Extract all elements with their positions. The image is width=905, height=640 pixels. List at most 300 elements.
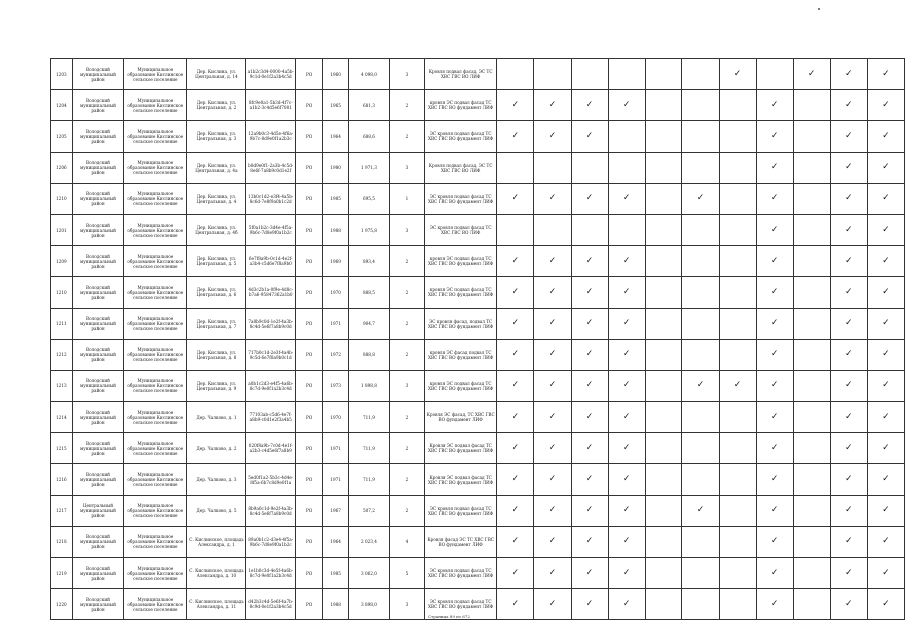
check-mark-icon: ✓: [622, 286, 631, 297]
work-check-cell: [756, 339, 793, 370]
check-mark-icon: ✓: [770, 130, 779, 141]
work-check-cell: [719, 370, 756, 401]
check-mark-icon: ✓: [844, 130, 853, 141]
work-check-cell: [497, 59, 534, 90]
row-number: 1206: [51, 152, 73, 183]
check-mark-icon: ✓: [882, 349, 890, 360]
work-types-cell: Кровля ЭС подвал фасад ТС ХВС ГВС ВО фундамент ЛИФ: [424, 464, 496, 495]
table-row: [51, 152, 905, 183]
check-mark-icon: ✓: [882, 68, 890, 79]
work-check-cell: [497, 121, 534, 152]
work-check-cell: [608, 90, 645, 121]
entrances-cell: 2: [389, 90, 424, 121]
work-check-cell: [534, 277, 571, 308]
work-check-cell: [867, 183, 904, 214]
check-mark-icon: ✓: [511, 349, 520, 360]
address-cell: Дер. Кислина, ул. Центральная, д. 4: [187, 183, 246, 214]
work-check-cell: [756, 121, 793, 152]
address-cell: Дер. Кислина, ул. Центральная, д. 5: [187, 246, 246, 277]
work-check-cell: [645, 495, 682, 526]
district-cell: Володский муниципальный район: [72, 402, 124, 433]
work-check-cell: [608, 246, 645, 277]
work-check-cell: [830, 90, 867, 121]
work-check-cell: [534, 370, 571, 401]
check-mark-icon: ✓: [585, 474, 594, 485]
check-mark-icon: ✓: [770, 162, 779, 173]
table-row: [51, 121, 905, 152]
work-check-cell: [608, 558, 645, 589]
work-check-cell: [830, 183, 867, 214]
district-cell: Володский муниципальный район: [72, 246, 124, 277]
work-check-cell: [497, 589, 534, 620]
municipality-cell: Муниципальное образование Кислинское сельское поселение: [124, 246, 187, 277]
work-check-cell: [719, 277, 756, 308]
area-cell: 4 098,0: [348, 59, 389, 90]
entrances-cell: 2: [389, 433, 424, 464]
work-check-cell: [645, 90, 682, 121]
municipality-cell: Муниципальное образование Кислинское сельское поселение: [124, 339, 187, 370]
check-mark-icon: ✓: [548, 130, 557, 141]
work-check-cell: [867, 433, 904, 464]
work-check-cell: [571, 308, 608, 339]
work-check-cell: [571, 246, 608, 277]
work-check-cell: [497, 370, 534, 401]
work-check-cell: [756, 433, 793, 464]
check-mark-icon: ✓: [585, 380, 594, 391]
check-mark-icon: ✓: [733, 68, 742, 79]
address-cell: Дер. Чалково, д. 1: [187, 402, 246, 433]
work-check-cell: [719, 464, 756, 495]
check-mark-icon: ✓: [511, 255, 520, 266]
district-cell: Володский муниципальный район: [72, 370, 124, 401]
work-check-cell: [793, 308, 830, 339]
construction-year-cell: 1985: [323, 558, 349, 589]
row-number: 1204: [51, 90, 73, 121]
work-check-cell: [534, 246, 571, 277]
area-cell: 711,9: [348, 433, 389, 464]
area-cell: 3 898,0: [348, 589, 389, 620]
check-mark-icon: ✓: [585, 411, 594, 422]
work-check-cell: [793, 526, 830, 557]
check-mark-icon: ✓: [844, 255, 853, 266]
work-check-cell: [756, 183, 793, 214]
work-types-cell: Кровля подвал фасад, ЭС ТС ХВС ГВС ВО ЛИФ: [424, 152, 496, 183]
management-type-cell: РО: [295, 433, 322, 464]
work-check-cell: [608, 526, 645, 557]
work-check-cell: [793, 589, 830, 620]
check-mark-icon: ✓: [882, 567, 890, 578]
check-mark-icon: ✓: [844, 68, 853, 79]
building-guid-cell: 717b0c1d-2e3f-4a4b-9c5d-6e7f8a9b0c1d: [246, 339, 295, 370]
municipality-cell: Муниципальное образование Кислинское сельское поселение: [124, 433, 187, 464]
work-check-cell: [645, 121, 682, 152]
work-check-cell: [830, 433, 867, 464]
work-check-cell: [867, 214, 904, 245]
work-check-cell: [830, 402, 867, 433]
work-check-cell: [830, 59, 867, 90]
management-type-cell: РО: [295, 90, 322, 121]
work-types-cell: ЭС кровля подвал фасад ТС ХВС ГВС ВО фундамент ЛИФ: [424, 558, 496, 589]
row-number: 1220: [51, 589, 73, 620]
work-check-cell: [830, 558, 867, 589]
work-check-cell: [608, 59, 645, 90]
management-type-cell: РО: [295, 246, 322, 277]
district-cell: Володский муниципальный район: [72, 152, 124, 183]
table-row: [51, 214, 905, 245]
work-check-cell: [756, 308, 793, 339]
work-check-cell: [793, 183, 830, 214]
work-check-cell: [719, 214, 756, 245]
check-mark-icon: ✓: [622, 411, 631, 422]
check-mark-icon: ✓: [622, 349, 631, 360]
management-type-cell: РО: [295, 495, 322, 526]
work-check-cell: [497, 90, 534, 121]
district-cell: Володский муниципальный район: [72, 339, 124, 370]
check-mark-icon: ✓: [548, 442, 557, 453]
work-types-cell: кровля ЭС фасад подвал ТС ХВС ГВС ВО фундамент ЛИФ: [424, 339, 496, 370]
table-row: [51, 90, 905, 121]
work-check-cell: [534, 495, 571, 526]
address-cell: Дер. Кислина, ул. Центральная, д. 7: [187, 308, 246, 339]
municipality-cell: Муниципальное образование Кислинское сельское поселение: [124, 214, 187, 245]
district-cell: Володский муниципальный район: [72, 589, 124, 620]
check-mark-icon: ✓: [511, 598, 520, 609]
work-check-cell: [793, 558, 830, 589]
area-cell: 688,6: [348, 121, 389, 152]
check-mark-icon: ✓: [548, 286, 557, 297]
work-check-cell: [571, 121, 608, 152]
check-mark-icon: ✓: [548, 349, 557, 360]
entrances-cell: 2: [389, 339, 424, 370]
check-mark-icon: ✓: [622, 380, 631, 391]
work-check-cell: [571, 558, 608, 589]
management-type-cell: РО: [295, 339, 322, 370]
work-check-cell: [793, 59, 830, 90]
table-row: [51, 370, 905, 401]
building-guid-cell: 1e1b0c3d-4e5f-4a6b-8c7d-9e0f1a2b3c4d: [246, 558, 295, 589]
work-check-cell: [867, 589, 904, 620]
work-check-cell: [571, 464, 608, 495]
check-mark-icon: ✓: [770, 99, 779, 110]
check-mark-icon: ✓: [622, 255, 631, 266]
work-check-cell: [830, 246, 867, 277]
work-check-cell: [534, 183, 571, 214]
check-mark-icon: ✓: [585, 567, 594, 578]
work-check-cell: [682, 558, 719, 589]
management-type-cell: РО: [295, 183, 322, 214]
check-mark-icon: ✓: [622, 442, 631, 453]
work-check-cell: [830, 214, 867, 245]
area-cell: 711,9: [348, 464, 389, 495]
work-check-cell: [867, 90, 904, 121]
work-check-cell: [793, 152, 830, 183]
work-types-cell: Кровля подвал фасад, ЭС ТС ХВС ГВС ВО ЛИФ: [424, 59, 496, 90]
check-mark-icon: ✓: [548, 536, 557, 547]
row-number: 1219: [51, 558, 73, 589]
check-mark-icon: ✓: [585, 318, 594, 329]
construction-year-cell: 1970: [323, 277, 349, 308]
work-check-cell: [682, 59, 719, 90]
check-mark-icon: ✓: [844, 536, 853, 547]
check-mark-icon: ✓: [844, 99, 853, 110]
building-guid-cell: 5f0a1b2c-3d4e-4f5a-9b6c-7d8e9f0a1b2c: [246, 214, 295, 245]
building-guid-cell: a0b1c2d3-e4f5-4a6b-8c7d-9e0f1a2b3c4d: [246, 370, 295, 401]
construction-year-cell: 1967: [323, 495, 349, 526]
building-guid-cell: 5ed0f1a2-5b3c-4d4e-8f5a-6b7c8d9e0f1a: [246, 464, 295, 495]
work-check-cell: [645, 214, 682, 245]
row-number: 1203: [51, 59, 73, 90]
check-mark-icon: ✓: [548, 474, 557, 485]
entrances-cell: 2: [389, 121, 424, 152]
address-cell: Дер. Чалково, д. 2: [187, 433, 246, 464]
check-mark-icon: ✓: [548, 598, 557, 609]
address-cell: Дер. Чалково, д. 3: [187, 464, 246, 495]
municipality-cell: Муниципальное образование Кислинское сельское поселение: [124, 558, 187, 589]
work-check-cell: [608, 433, 645, 464]
work-check-cell: [830, 589, 867, 620]
work-check-cell: [756, 152, 793, 183]
check-mark-icon: ✓: [622, 474, 631, 485]
work-check-cell: [719, 495, 756, 526]
check-mark-icon: ✓: [770, 255, 779, 266]
row-number: 1213: [51, 370, 73, 401]
page-footer: Страница 89 из 672: [428, 614, 470, 619]
address-cell: Дер. Кислина, ул. Центральная, д. 4а: [187, 152, 246, 183]
work-types-cell: ЭС кровля фасад, подвал ТС ХВС ГВС ВО фундамент ЛИФ: [424, 308, 496, 339]
table-row: [51, 495, 905, 526]
work-check-cell: [756, 59, 793, 90]
work-check-cell: [719, 339, 756, 370]
check-mark-icon: ✓: [882, 99, 890, 110]
municipality-cell: Муниципальное образование Кислинское сельское поселение: [124, 121, 187, 152]
table-row: [51, 589, 905, 620]
row-number: 1214: [51, 402, 73, 433]
work-check-cell: [497, 308, 534, 339]
work-check-cell: [608, 495, 645, 526]
row-number: 1205: [51, 121, 73, 152]
building-guid-cell: a1b2c3d4-0000-4a5b-9c1d-0e1f2a3b4c5d: [246, 59, 295, 90]
work-check-cell: [571, 90, 608, 121]
entrances-cell: 3: [389, 589, 424, 620]
work-check-cell: [756, 464, 793, 495]
work-check-cell: [756, 526, 793, 557]
address-cell: С. Кислинское, площадь Александра, д. 10: [187, 558, 246, 589]
work-check-cell: [497, 246, 534, 277]
building-guid-cell: 6e7f8a9b-0c1d-4e2f-a3b4-c5d6e7f8a9b0: [246, 246, 295, 277]
building-guid-cell: 89a0b1c2-d3e4-4f5a-9b6c-7d8e9f0a1b2c: [246, 526, 295, 557]
work-check-cell: [682, 277, 719, 308]
construction-year-cell: 1971: [323, 433, 349, 464]
work-check-cell: [867, 308, 904, 339]
check-mark-icon: ✓: [770, 224, 779, 235]
check-mark-icon: ✓: [622, 567, 631, 578]
work-check-cell: [534, 121, 571, 152]
check-mark-icon: ✓: [882, 255, 890, 266]
check-mark-icon: ✓: [882, 474, 890, 485]
check-mark-icon: ✓: [844, 411, 853, 422]
check-mark-icon: ✓: [733, 380, 742, 391]
check-mark-icon: ✓: [548, 505, 557, 516]
municipality-cell: Муниципальное образование Кислинское сельское поселение: [124, 277, 187, 308]
work-check-cell: [497, 214, 534, 245]
work-types-cell: Кровля ЭС подвал фасад ТС ХВС ГВС ВО фундамент ЛИФ: [424, 433, 496, 464]
work-check-cell: [571, 526, 608, 557]
work-types-cell: Кровля фасад ЭС ТС ХВС ГВС ВО фундамент ЛИФ: [424, 526, 496, 557]
entrances-cell: 2: [389, 277, 424, 308]
work-check-cell: [793, 433, 830, 464]
work-check-cell: [867, 526, 904, 557]
work-check-cell: [645, 402, 682, 433]
check-mark-icon: ✓: [844, 193, 853, 204]
work-check-cell: [608, 214, 645, 245]
management-type-cell: РО: [295, 121, 322, 152]
work-check-cell: [571, 152, 608, 183]
check-mark-icon: ✓: [882, 536, 890, 547]
check-mark-icon: ✓: [511, 442, 520, 453]
table-row: [51, 183, 905, 214]
check-mark-icon: ✓: [548, 318, 557, 329]
work-check-cell: [608, 339, 645, 370]
work-check-cell: [534, 589, 571, 620]
work-check-cell: [682, 433, 719, 464]
work-check-cell: [534, 59, 571, 90]
work-check-cell: [793, 464, 830, 495]
check-mark-icon: ✓: [770, 442, 779, 453]
work-check-cell: [534, 339, 571, 370]
work-check-cell: [682, 464, 719, 495]
work-check-cell: [645, 370, 682, 401]
table-row: [51, 246, 905, 277]
district-cell: Центральный муниципальный район: [72, 495, 124, 526]
check-mark-icon: ✓: [511, 318, 520, 329]
work-check-cell: [756, 495, 793, 526]
check-mark-icon: ✓: [585, 99, 594, 110]
work-check-cell: [793, 339, 830, 370]
address-cell: С. Кислинское, площадь Александра, д. 11: [187, 589, 246, 620]
work-check-cell: [756, 589, 793, 620]
building-guid-cell: 8fc9e0a1-5b3d-4f7c-a1b2-3c4d5e6f7081: [246, 90, 295, 121]
check-mark-icon: ✓: [770, 567, 779, 578]
municipality-cell: Муниципальное образование Кислинское сельское поселение: [124, 90, 187, 121]
management-type-cell: РО: [295, 277, 322, 308]
management-type-cell: РО: [295, 370, 322, 401]
check-mark-icon: ✓: [585, 349, 594, 360]
work-check-cell: [645, 526, 682, 557]
check-mark-icon: ✓: [548, 255, 557, 266]
work-check-cell: [571, 183, 608, 214]
work-check-cell: [793, 90, 830, 121]
work-check-cell: [867, 277, 904, 308]
work-check-cell: [682, 402, 719, 433]
check-mark-icon: ✓: [844, 567, 853, 578]
work-check-cell: [793, 121, 830, 152]
district-cell: Володский муниципальный район: [72, 277, 124, 308]
work-check-cell: [534, 90, 571, 121]
work-check-cell: [719, 402, 756, 433]
check-mark-icon: ✓: [622, 193, 631, 204]
work-check-cell: [719, 152, 756, 183]
work-check-cell: [682, 90, 719, 121]
work-check-cell: [645, 59, 682, 90]
work-check-cell: [867, 59, 904, 90]
work-check-cell: [608, 152, 645, 183]
area-cell: 904,7: [348, 308, 389, 339]
check-mark-icon: ✓: [511, 380, 520, 391]
entrances-cell: 3: [389, 370, 424, 401]
management-type-cell: РО: [295, 308, 322, 339]
work-check-cell: [534, 433, 571, 464]
district-cell: Володский муниципальный район: [72, 59, 124, 90]
district-cell: Володский муниципальный район: [72, 558, 124, 589]
entrances-cell: 2: [389, 495, 424, 526]
municipality-cell: Муниципальное образование Кислинское сельское поселение: [124, 370, 187, 401]
row-number: 1216: [51, 464, 73, 495]
check-mark-icon: ✓: [882, 380, 890, 391]
check-mark-icon: ✓: [585, 505, 594, 516]
work-check-cell: [571, 402, 608, 433]
work-check-cell: [608, 589, 645, 620]
construction-year-cell: 1988: [323, 589, 349, 620]
work-check-cell: [534, 464, 571, 495]
district-cell: Володский муниципальный район: [72, 433, 124, 464]
row-number: 1212: [51, 339, 73, 370]
check-mark-icon: ✓: [770, 193, 779, 204]
check-mark-icon: ✓: [882, 193, 890, 204]
table-row: [51, 339, 905, 370]
work-types-cell: ЭС кровля подвал фасад ТС ХВС ГВС ВО ЛИФ: [424, 214, 496, 245]
check-mark-icon: ✓: [882, 411, 890, 422]
municipality-cell: Муниципальное образование Кислинское сельское поселение: [124, 464, 187, 495]
district-cell: Володский муниципальный район: [72, 90, 124, 121]
check-mark-icon: ✓: [548, 411, 557, 422]
work-types-cell: ЭС кровля подвал фасад ТС ХВС ГВС ВО фундамент ЛИФ: [424, 183, 496, 214]
check-mark-icon: ✓: [882, 505, 890, 516]
work-check-cell: [608, 121, 645, 152]
area-cell: 893,4: [348, 246, 389, 277]
check-mark-icon: ✓: [844, 224, 853, 235]
construction-year-cell: 1988: [323, 214, 349, 245]
work-check-cell: [867, 402, 904, 433]
work-check-cell: [682, 339, 719, 370]
work-check-cell: [867, 495, 904, 526]
address-cell: Дер. Кислина, ул. Центральная, д. 2: [187, 90, 246, 121]
work-check-cell: [793, 370, 830, 401]
check-mark-icon: ✓: [622, 318, 631, 329]
table-row: [51, 308, 905, 339]
check-mark-icon: ✓: [585, 286, 594, 297]
work-check-cell: [830, 495, 867, 526]
check-mark-icon: ✓: [770, 380, 779, 391]
work-check-cell: [497, 433, 534, 464]
check-mark-icon: ✓: [511, 193, 520, 204]
municipality-cell: Муниципальное образование Кислинское сельское поселение: [124, 495, 187, 526]
work-check-cell: [867, 339, 904, 370]
entrances-cell: 4: [389, 526, 424, 557]
work-check-cell: [645, 246, 682, 277]
work-check-cell: [645, 277, 682, 308]
work-check-cell: [571, 495, 608, 526]
check-mark-icon: ✓: [844, 380, 853, 391]
work-check-cell: [608, 464, 645, 495]
management-type-cell: РО: [295, 152, 322, 183]
address-cell: С. Кислинское, площадь Александра, д. 1: [187, 526, 246, 557]
work-check-cell: [682, 308, 719, 339]
work-check-cell: [534, 308, 571, 339]
work-check-cell: [682, 214, 719, 245]
work-check-cell: [830, 152, 867, 183]
work-check-cell: [571, 339, 608, 370]
area-cell: 3 062,0: [348, 558, 389, 589]
